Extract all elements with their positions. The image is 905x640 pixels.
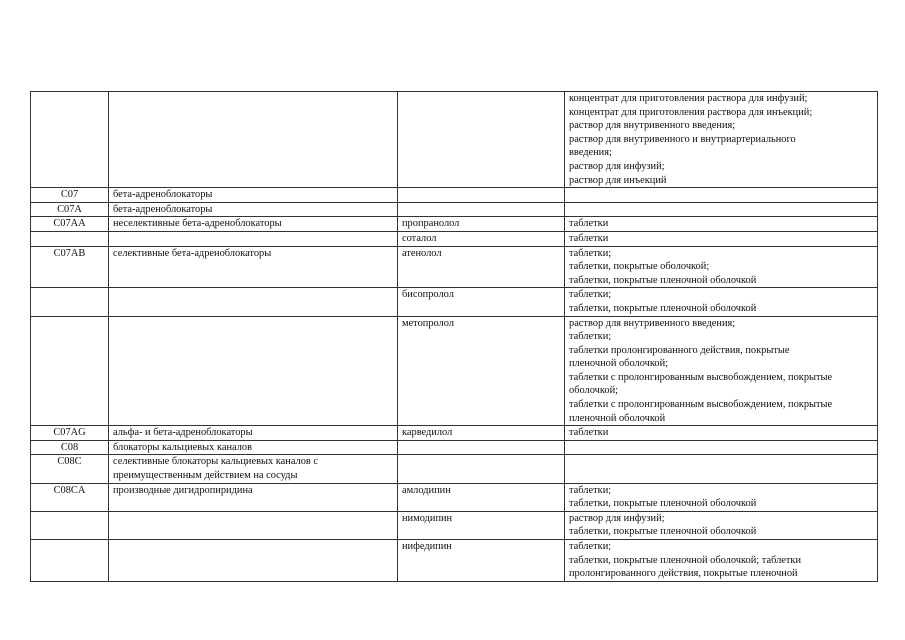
atc-code: [35, 317, 104, 331]
drug-name-cell: [398, 188, 565, 203]
dosage-form-line: таблетки;: [569, 289, 612, 301]
atc-code-cell: [31, 316, 109, 426]
dosage-form-line: таблетки;: [569, 484, 612, 496]
dosage-form-line: пленочной оболочкой: [569, 412, 666, 424]
drug-name: нимодипин: [402, 512, 453, 524]
dosage-form-line: раствор для инфузий;: [569, 160, 665, 172]
table-body: [31, 92, 878, 582]
group-text: неселективные бета-адреноблокаторы: [113, 218, 282, 230]
atc-code-cell: [31, 246, 109, 288]
group-text-line: селективные блокаторы кальциевых каналов с: [113, 456, 319, 468]
anatomical-group-cell: [109, 511, 398, 539]
drug-name: нифедипин: [402, 541, 452, 552]
atc-code-cell: [31, 288, 109, 316]
anatomical-group-cell: [109, 540, 398, 582]
drug-name: метопролол: [402, 317, 455, 329]
group-text: [113, 288, 393, 302]
dosage-form-line: таблетки;: [569, 331, 612, 343]
anatomical-group-cell: [109, 440, 398, 455]
dosage-forms-cell: [565, 202, 878, 217]
anatomical-group-cell: [109, 188, 398, 203]
dosage-form-line: таблетки, покрытые пленочной оболочкой: [569, 526, 757, 538]
dosage-form-line: концентрат для приготовления раствора для инъекций;: [569, 106, 813, 118]
drug-name-cell: [398, 511, 565, 539]
dosage-form-line: введения;: [569, 147, 612, 159]
table-row: [31, 316, 878, 426]
dosage-forms-cell: [565, 288, 878, 316]
anatomical-group-cell: [109, 426, 398, 441]
atc-code: C07AA: [53, 218, 86, 230]
dosage-form-line: таблетки: [569, 218, 609, 230]
atc-code-cell: [31, 202, 109, 217]
dosage-forms-cell: [565, 426, 878, 441]
anatomical-group-cell: [109, 92, 398, 188]
table-row: [31, 426, 878, 441]
drug-name-cell: [398, 217, 565, 232]
drug-name: [402, 455, 560, 469]
dosage-form-line: таблетки: [569, 232, 609, 244]
dosage-form-line: таблетки, покрытые пленочной оболочкой: [569, 498, 757, 510]
dosage-form-line: пленочной оболочкой;: [569, 358, 669, 370]
dosage-forms-cell: [565, 92, 878, 188]
drug-name: [402, 203, 560, 217]
drug-name: атенолол: [402, 247, 442, 259]
drug-name-cell: [398, 288, 565, 316]
empty-line: [569, 455, 873, 469]
drug-name-cell: [398, 540, 565, 582]
drug-name: [402, 92, 560, 106]
drug-name: карведилол: [402, 427, 453, 439]
group-text-line: преимущественным действием на сосуды: [113, 470, 298, 482]
group-text: [113, 92, 393, 106]
dosage-form-line: раствор для внутривенного введения;: [569, 317, 736, 329]
atc-code: [35, 512, 104, 526]
dosage-forms-cell: [565, 316, 878, 426]
group-text: бета-адреноблокаторы: [113, 189, 213, 201]
dosage-form-line: таблетки пролонгированного действия, покрытые: [569, 344, 790, 356]
group-text: альфа- и бета-адреноблокаторы: [113, 427, 253, 439]
atc-code: C07AG: [53, 427, 86, 439]
atc-code: C08: [60, 441, 79, 453]
group-text: бета-адреноблокаторы: [113, 203, 213, 215]
dosage-forms-cell: [565, 511, 878, 539]
table-row: [31, 231, 878, 246]
atc-code-cell: [31, 455, 109, 483]
atc-code: [35, 540, 104, 554]
drug-name-cell: [398, 231, 565, 246]
empty-line: [569, 441, 873, 455]
atc-code: [35, 288, 104, 302]
atc-code-cell: [31, 217, 109, 232]
drug-name-cell: [398, 316, 565, 426]
drug-name-cell: [398, 246, 565, 288]
dosage-form-line: оболочкой;: [569, 385, 619, 397]
drug-name: [402, 441, 560, 455]
dosage-form-line: таблетки;: [569, 541, 612, 552]
drug-name: амлодипин: [402, 484, 451, 496]
atc-code: C08CA: [53, 484, 86, 496]
drug-name-cell: [398, 455, 565, 483]
dosage-forms-cell: [565, 540, 878, 582]
table-row: [31, 217, 878, 232]
anatomical-group-cell: [109, 217, 398, 232]
drug-name-cell: [398, 483, 565, 511]
dosage-form-line: таблетки, покрытые пленочной оболочкой: [569, 274, 757, 286]
dosage-form-line: таблетки;: [569, 247, 612, 259]
anatomical-group-cell: [109, 316, 398, 426]
group-text: блокаторы кальциевых каналов: [113, 441, 252, 453]
atc-code: C07AB: [53, 247, 86, 259]
table-row: [31, 202, 878, 217]
atc-code: C07A: [57, 203, 82, 215]
anatomical-group-cell: [109, 288, 398, 316]
anatomical-group-cell: [109, 202, 398, 217]
drug-name: [402, 188, 560, 202]
dosage-form-line: таблетки, покрытые оболочкой;: [569, 261, 710, 273]
group-text: производные дигидропиридина: [113, 484, 253, 496]
table-row: [31, 511, 878, 539]
dosage-form-line: концентрат для приготовления раствора для инфузий;: [569, 93, 808, 104]
dosage-form-line: раствор для внутривенного введения;: [569, 120, 736, 132]
drug-table: [30, 91, 878, 582]
dosage-form-line: таблетки, покрытые пленочной оболочкой: [569, 302, 757, 314]
table-row: [31, 288, 878, 316]
table-row: [31, 440, 878, 455]
atc-code-cell: [31, 188, 109, 203]
atc-code-cell: [31, 426, 109, 441]
table-row: [31, 540, 878, 582]
table-row: [31, 92, 878, 188]
dosage-forms-cell: [565, 231, 878, 246]
anatomical-group-cell: [109, 246, 398, 288]
atc-code-cell: [31, 92, 109, 188]
dosage-form-line: раствор для инфузий;: [569, 512, 665, 524]
table-row: [31, 188, 878, 203]
drug-name-cell: [398, 440, 565, 455]
atc-code-cell: [31, 231, 109, 246]
dosage-form-line: таблетки с пролонгированным высвобождением, покрытые: [569, 399, 833, 411]
atc-code: C07: [60, 189, 79, 201]
group-text: [113, 232, 393, 246]
table-row: [31, 246, 878, 288]
dosage-form-line: пролонгированного действия, покрытые пленочной: [569, 568, 798, 580]
drug-name: соталол: [402, 232, 437, 244]
anatomical-group-cell: [109, 455, 398, 483]
dosage-forms-cell: [565, 455, 878, 483]
drug-name-cell: [398, 202, 565, 217]
drug-name-cell: [398, 426, 565, 441]
group-text: [113, 317, 393, 331]
atc-code: C08C: [57, 456, 82, 468]
table-row: [31, 455, 878, 483]
atc-code-cell: [31, 483, 109, 511]
drug-name: бисопролол: [402, 289, 454, 301]
anatomical-group-cell: [109, 231, 398, 246]
dosage-forms-cell: [565, 188, 878, 203]
table-row: [31, 483, 878, 511]
dosage-form-line: таблетки, покрытые пленочной оболочкой; таблетки: [569, 554, 802, 566]
atc-code-cell: [31, 440, 109, 455]
dosage-form-line: таблетки с пролонгированным высвобождением, покрытые: [569, 371, 833, 383]
anatomical-group-cell: [109, 483, 398, 511]
group-text: селективные бета-адреноблокаторы: [113, 247, 272, 259]
dosage-form-line: таблетки: [569, 427, 609, 439]
dosage-form-line: раствор для инъекций: [569, 174, 667, 186]
drug-name: пропранолол: [402, 218, 460, 230]
dosage-forms-cell: [565, 217, 878, 232]
empty-line: [569, 188, 873, 202]
dosage-forms-cell: [565, 246, 878, 288]
dosage-form-line: раствор для внутривенного и внутриартериального: [569, 133, 796, 145]
empty-line: [569, 203, 873, 217]
atc-code: [35, 92, 104, 106]
atc-code-cell: [31, 540, 109, 582]
atc-code: [35, 232, 104, 246]
atc-code-cell: [31, 511, 109, 539]
dosage-forms-cell: [565, 440, 878, 455]
group-text: [113, 540, 393, 554]
drug-name-cell: [398, 92, 565, 188]
group-text: [113, 512, 393, 526]
dosage-forms-cell: [565, 483, 878, 511]
